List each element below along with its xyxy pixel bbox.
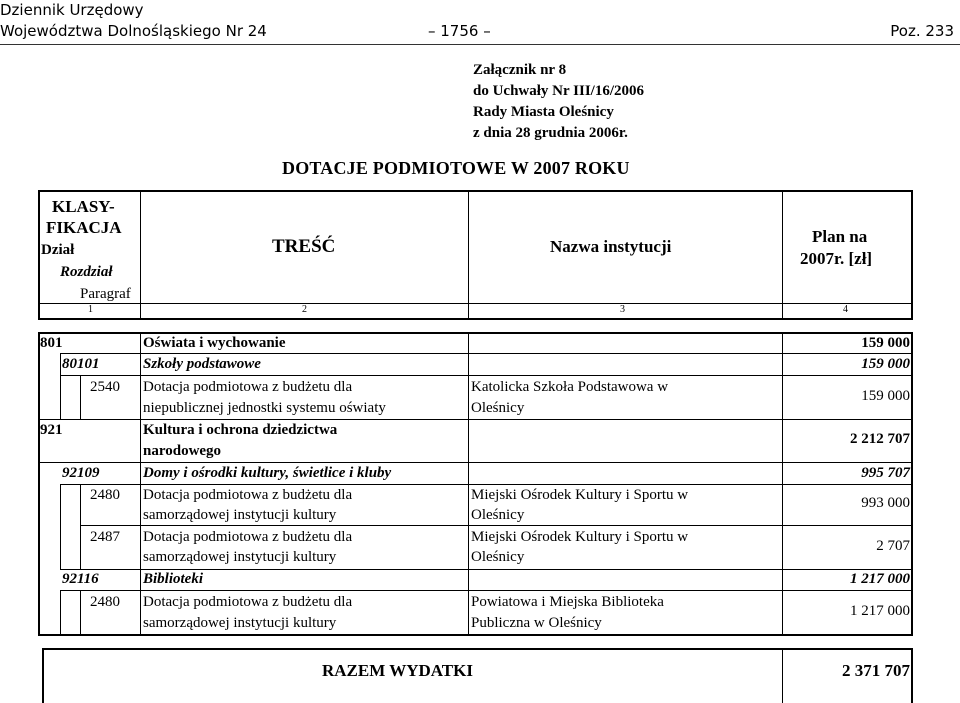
divider [911,648,913,703]
row-amount: 2 212 707 [850,431,910,447]
attachment-line: z dnia 28 grudnia 2006r. [473,125,628,141]
column-number: 2 [302,304,307,315]
row-institution: Oleśnicy [471,549,525,565]
divider [60,590,913,591]
row-amount: 995 707 [861,465,910,481]
divider [782,190,783,320]
row-code: 2487 [90,529,120,545]
row-description: narodowego [143,443,222,459]
header-tresc: TREŚĆ [272,236,336,257]
divider [60,375,913,376]
divider [911,190,913,320]
row-amount: 159 000 [861,335,910,351]
row-institution: Miejski Ośrodek Kultury i Sportu w [471,529,689,545]
row-amount: 159 000 [861,388,910,404]
row-amount: 993 000 [861,495,910,511]
row-institution: Katolicka Szkoła Podstawowa w [471,379,669,395]
row-description: samorządowej instytucji kultury [143,507,337,523]
divider [80,375,81,419]
position-number: Poz. 233 [890,22,954,40]
divider [468,190,469,320]
divider [80,590,81,635]
divider [911,332,913,636]
row-description: Biblioteki [143,571,203,587]
header-plan: Plan na [812,227,868,246]
divider [782,332,783,636]
attachment-line: Załącznik nr 8 [473,62,567,78]
row-institution: Miejski Ośrodek Kultury i Sportu w [471,487,689,503]
row-amount: 1 217 000 [850,571,910,587]
total-label: RAZEM WYDATKI [322,661,473,680]
row-description: niepublicznej jednostki systemu oświaty [143,400,386,416]
row-description: Dotacja podmiotowa z budżetu dla [143,379,353,395]
header-paragraf: Paragraf [80,286,131,302]
total-amount: 2 371 707 [842,661,910,680]
row-code: 2480 [90,487,120,503]
row-code: 2480 [90,594,120,610]
row-code: 2540 [90,379,120,395]
attachment-note [473,60,644,144]
row-code: 92116 [62,571,99,587]
row-institution: Publiczna w Oleśnicy [471,615,602,631]
header-rozdzial: Rozdział [60,264,113,280]
attachment-line: do Uchwały Nr III/16/2006 [473,83,644,99]
journal-title: Dziennik Urzędowy [0,1,144,19]
divider [60,353,61,419]
row-description: Kultura i ochrona dziedzictwa [143,422,338,438]
row-description: samorządowej instytucji kultury [143,549,337,565]
column-number: 4 [843,304,848,315]
divider [60,590,61,635]
row-amount: 159 000 [861,356,910,372]
divider [140,190,141,320]
divider [468,332,469,636]
divider [38,190,40,320]
row-institution: Oleśnicy [471,400,525,416]
row-description: Dotacja podmiotowa z budżetu dla [143,529,353,545]
row-description: Domy i ośrodki kultury, świetlice i kluby [143,465,392,481]
column-number: 1 [88,304,93,315]
page-number: – 1756 – [428,22,491,40]
row-description: Dotacja podmiotowa z budżetu dla [143,594,353,610]
header-plan: 2007r. [zł] [800,249,873,268]
row-description: Oświata i wychowanie [143,335,286,351]
header-rule [0,44,960,45]
row-amount: 1 217 000 [850,603,910,619]
journal-subtitle: Województwa Dolnośląskiego Nr 24 [0,22,267,40]
document-title: DOTACJE PODMIOTOWE W 2007 ROKU [282,158,630,178]
divider [140,332,141,636]
row-institution: Oleśnicy [471,507,525,523]
row-code: 921 [40,422,63,438]
row-amount: 2 707 [876,538,910,554]
header-nazwa: Nazwa instytucji [550,237,672,256]
row-code: 92109 [62,465,100,481]
divider [60,484,61,569]
row-institution: Powiatowa i Miejska Biblioteka [471,594,664,610]
divider [782,648,783,703]
header-dzial: Dział [41,242,75,258]
column-number: 3 [620,304,625,315]
row-description: Dotacja podmiotowa z budżetu dla [143,487,353,503]
row-code: 80101 [62,356,100,372]
header-klasyfikacja: FIKACJA [46,218,122,237]
row-code: 801 [40,335,63,351]
header-klasyfikacja: KLASY- [52,197,115,216]
divider [80,484,81,569]
divider [42,648,44,703]
row-description: samorządowej instytucji kultury [143,615,337,631]
attachment-line: Rady Miasta Oleśnicy [473,104,614,120]
divider [38,332,40,636]
row-description: Szkoły podstawowe [143,356,261,372]
